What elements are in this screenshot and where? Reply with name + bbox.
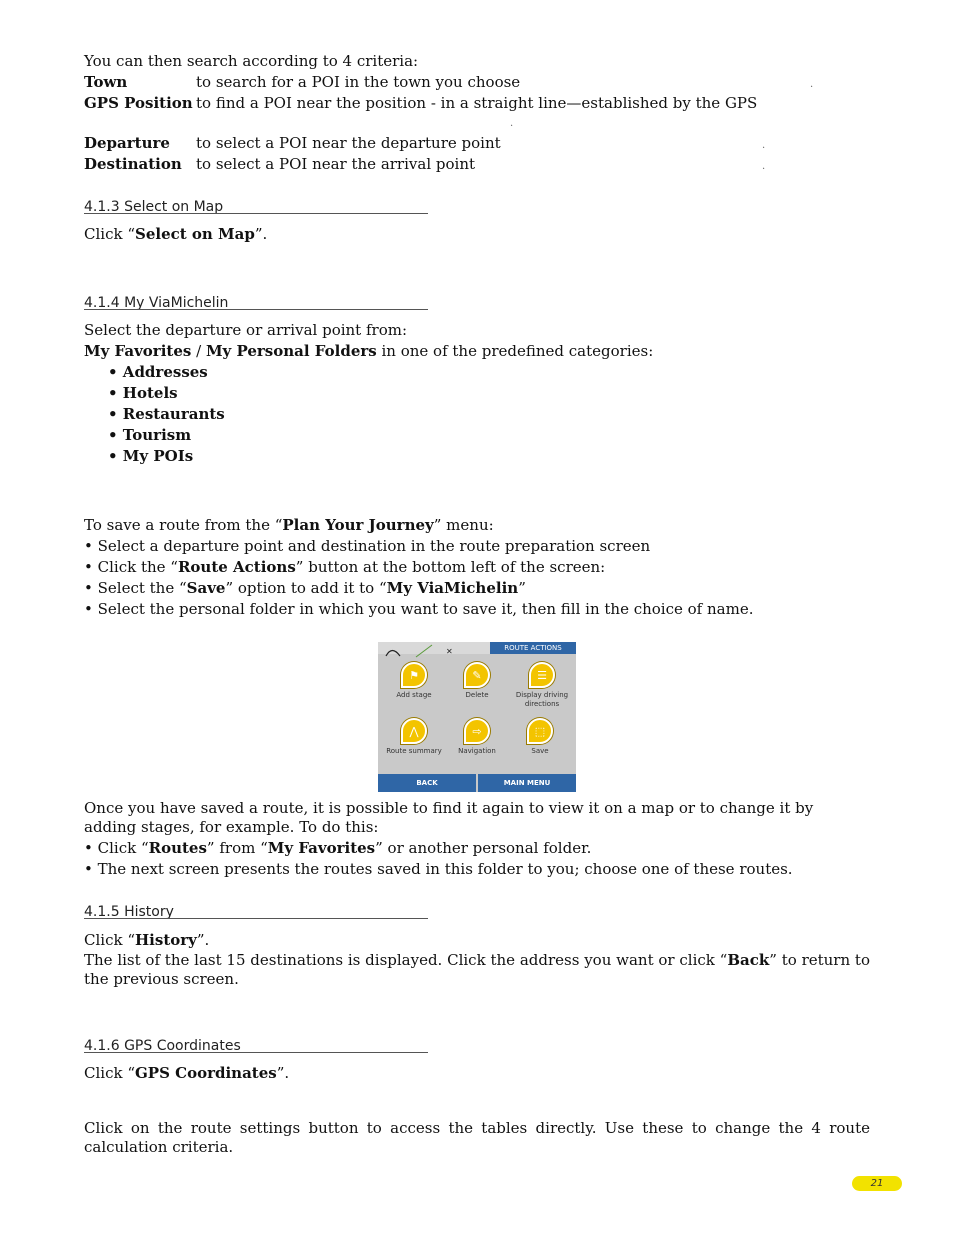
my-viamichelin-intro: Select the departure or arrival point from:: [84, 321, 408, 339]
find-route-step-1: • Click “Routes” from “My Favorites” or another personal folder.: [84, 839, 592, 857]
criterion-term-departure: Departure: [84, 134, 170, 152]
stray-dot: .: [762, 140, 766, 151]
criterion-desc-town: to search for a POI in the town you choose: [196, 73, 521, 91]
category-item: • My POIs: [108, 447, 194, 465]
page-number-badge: 21: [852, 1176, 902, 1191]
heading-rule: [84, 1052, 428, 1053]
stray-dot: .: [810, 79, 814, 90]
main-menu-button[interactable]: MAIN MENU: [478, 774, 576, 792]
favorites-line: My Favorites / My Personal Folders in one of the predefined categories:: [84, 342, 654, 360]
save-step-4: • Select the personal folder in which you want to save it, then fill in the choice of name.: [84, 600, 754, 618]
section-heading-415: 4.1.5 History: [84, 904, 174, 920]
save-step-1: • Select a departure point and destination in the route preparation screen: [84, 537, 651, 555]
route-actions-screenshot: [378, 642, 576, 792]
screen-title: ROUTE ACTIONS: [490, 642, 576, 654]
heading-rule: [84, 309, 428, 310]
history-instruction: Click “History”.: [84, 931, 210, 949]
save-folder-icon: ⬚: [527, 718, 553, 744]
intro-text: You can then search according to 4 criteria:: [84, 52, 419, 70]
criterion-term-town: Town: [84, 73, 128, 91]
arrow-right-icon: ⇨: [464, 718, 490, 744]
criterion-desc-gps: to find a POI near the position - in a straight line—established by the GPS: [196, 94, 758, 112]
gps-coordinates-instruction: Click “GPS Coordinates”.: [84, 1064, 290, 1082]
gps-status-icon: [378, 645, 453, 657]
navigation-button[interactable]: ⇨ Navigation: [447, 718, 507, 756]
criterion-term-gps: GPS Position: [84, 94, 193, 112]
road-icon: ⋀: [401, 718, 427, 744]
flag-icon: ⚑: [401, 662, 427, 688]
criterion-desc-destination: to select a POI near the arrival point: [196, 155, 476, 173]
save-step-2: • Click the “Route Actions” button at the bottom left of the screen:: [84, 558, 606, 576]
criterion-term-destination: Destination: [84, 155, 182, 173]
history-paragraph: The list of the last 15 destinations is displayed. Click the address you want or click “Back” to return to the previous screen.: [84, 951, 870, 988]
stray-dot: .: [762, 161, 766, 172]
criterion-desc-departure: to select a POI near the departure point: [196, 134, 501, 152]
select-on-map-instruction: Click “Select on Map”.: [84, 225, 268, 243]
find-route-paragraph: Once you have saved a route, it is possible to find it again to view it on a map or to change it by adding stages, for example. To do this:: [84, 799, 814, 836]
section-heading-416: 4.1.6 GPS Coordinates: [84, 1038, 241, 1054]
delete-button[interactable]: ✎ Delete: [447, 662, 507, 700]
category-item: • Hotels: [108, 384, 178, 402]
svg-text:✕: ✕: [446, 647, 453, 656]
save-button[interactable]: ⬚ Save: [510, 718, 570, 756]
delete-icon: ✎: [464, 662, 490, 688]
section-heading-414: 4.1.4 My ViaMichelin: [84, 295, 229, 311]
category-item: • Tourism: [108, 426, 192, 444]
back-button[interactable]: BACK: [378, 774, 476, 792]
display-driving-directions-button[interactable]: ☰ Display driving directions: [512, 662, 572, 709]
section-heading-413: 4.1.3 Select on Map: [84, 199, 224, 215]
add-stage-button[interactable]: ⚑ Add stage: [384, 662, 444, 700]
save-step-3: • Select the “Save” option to add it to “My ViaMichelin”: [84, 579, 526, 597]
category-item: • Addresses: [108, 363, 208, 381]
directions-list-icon: ☰: [529, 662, 555, 688]
find-route-step-2: • The next screen presents the routes saved in this folder to you; choose one of these routes.: [84, 860, 793, 878]
route-settings-paragraph: Click on the route settings button to access the tables directly. Use these to change the 4 route calculation criteria.: [84, 1119, 870, 1156]
stray-dot: .: [510, 118, 514, 129]
save-route-intro: To save a route from the “Plan Your Journey” menu:: [84, 516, 494, 534]
heading-rule: [84, 918, 428, 919]
route-summary-button[interactable]: ⋀ Route summary: [384, 718, 444, 756]
category-item: • Restaurants: [108, 405, 225, 423]
heading-rule: [84, 213, 428, 214]
